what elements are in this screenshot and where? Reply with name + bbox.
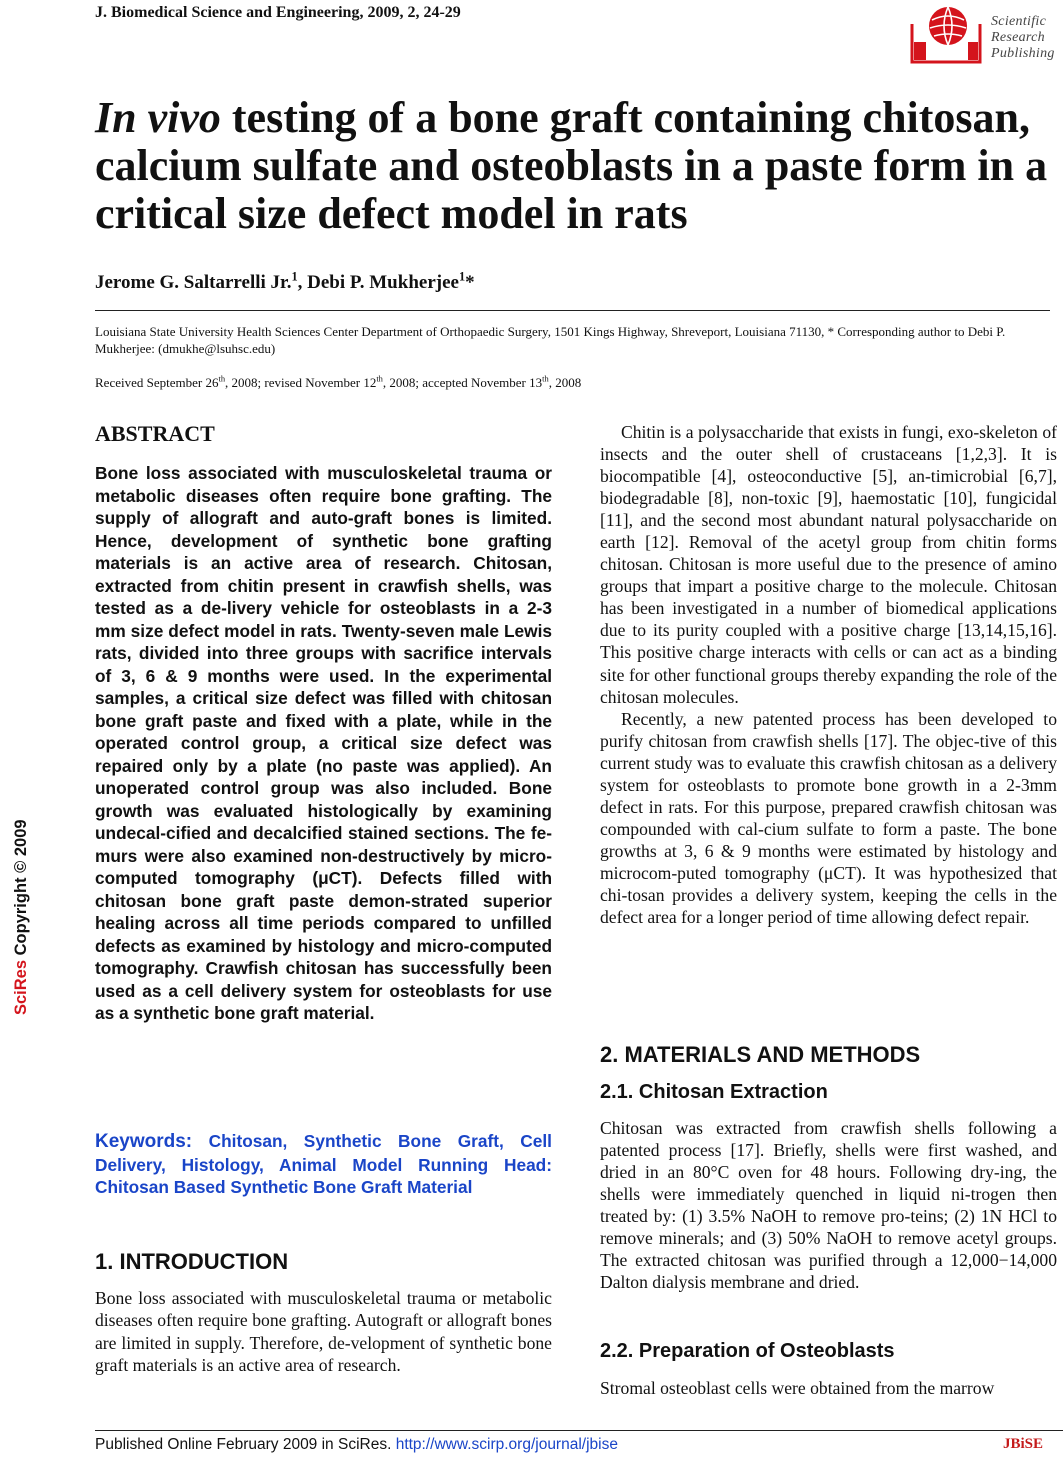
- footer-divider: [95, 1430, 1063, 1431]
- copyright-text: Copyright © 2009: [12, 819, 30, 960]
- publisher-line-2: Research: [991, 30, 1045, 45]
- author-1-affiliation: 1: [291, 269, 298, 284]
- introduction-heading: 1. INTRODUCTION: [95, 1249, 289, 1274]
- introduction-continued: [600, 421, 1057, 928]
- methods-heading: 2. MATERIALS AND METHODS: [600, 1042, 921, 1067]
- publisher-line-3: Publishing: [991, 46, 1055, 61]
- revised-date: , 2008; revised November 12: [225, 375, 377, 390]
- sciRes-brand: SciRes: [12, 959, 30, 1015]
- publisher-line-1: Scientific: [991, 14, 1047, 29]
- year-suffix: , 2008: [548, 375, 582, 390]
- ordinal-suffix: th: [542, 373, 549, 384]
- journal-reference: J. Biomedical Science and Engineering, 2009, 2, 24-29: [95, 4, 461, 21]
- introduction-body: Bone loss associated with musculoskeletal trauma or metabolic diseases often require bone grafting. Autograft or allograft bones are limited in supply. Therefore, de-velopment of synthetic bone graft materials is an active area of research.: [95, 1288, 552, 1375]
- keywords: [95, 1130, 552, 1199]
- footer-text: Published Online February 2009 in SciRes.: [95, 1436, 396, 1453]
- ordinal-suffix: th: [376, 373, 383, 384]
- keywords-label: Keywords:: [95, 1131, 193, 1152]
- received-dates: [95, 375, 995, 391]
- keywords-text: Chitosan, Synthetic Bone Graft, Cell Delivery, Histology, Animal Model Running Head: Chitosan Based Synthetic Bone Graft Material: [95, 1131, 552, 1197]
- paper-title: [95, 94, 1055, 238]
- affiliation: Louisiana State University Health Sciences Center Department of Orthopaedic Surgery, 1501 Kings Highway, Shreveport, Louisiana 71130, * Corresponding author to Debi P. Mukherjee: (dmukhe@lsuhsc.edu): [95, 324, 1006, 356]
- journal-link[interactable]: http://www.scirp.org/journal/jbise: [395, 1436, 618, 1453]
- footer-publication-note: [95, 1436, 618, 1454]
- globe-logo-icon: [908, 2, 984, 64]
- author-1: Jerome G. Saltarrelli Jr.: [95, 272, 292, 293]
- abstract-heading: ABSTRACT: [95, 421, 215, 446]
- footer-journal-abbrev: JBiSE: [1003, 1436, 1044, 1452]
- title-text: testing of a bone graft containing chitosan, calcium sulfate and osteoblasts in a paste form in a critical size defect model in rats: [95, 93, 1048, 238]
- section-heading-osteoblasts: 2.2. Preparation of Osteoblasts: [600, 1340, 895, 1362]
- ordinal-suffix: th: [218, 373, 226, 384]
- author-separator: ,: [297, 272, 308, 293]
- author-2: Debi P. Mukherjee: [307, 272, 459, 293]
- received-date: Received September 26: [95, 375, 219, 390]
- section-heading-chitosan-extraction: 2.1. Chitosan Extraction: [600, 1081, 828, 1103]
- divider: [95, 310, 1050, 311]
- section-body-chitosan-extraction: Chitosan was extracted from crawfish shells following a patented process [17]. Briefly, shells were first washed, and dried in an 80°C oven for 48 hours. Following dry-ing, the shells were immediately quenched in liquid ni-trogen then treated by: (1) 3.5% NaOH to remove pro-teins; (2) 1N HCl to remove minerals; and (3) 50% NaOH to remove acetyl groups. The extracted chitosan was purified through a 12,000−14,000 Dalton dialysis membrane and dried.: [600, 1118, 1057, 1293]
- section-body-osteoblasts: Stromal osteoblast cells were obtained from the marrow: [600, 1378, 995, 1398]
- abstract-body: Bone loss associated with musculoskeletal trauma or metabolic diseases often require bone grafting. The supply of allograft and auto-graft bones is limited. Hence, development of synthetic bone grafting materials is an active area of research. Chitosan, extracted from chitin present in crawfish shells, was tested as a de-livery vehicle for osteoblasts in a 2-3 mm size defect model in rats. Twenty-seven male Lewis rats, divided into three groups with sacrifice intervals of 3, 6 & 9 months were used. In the experimental samples, a critical size defect was filled with chitosan bone graft paste and fixed with a plate, while in the operated control group, a critical size defect was repaired only by a plate (no paste was applied). An unoperated control group was also included. Bone growth was evaluated histologically by examining undecal-cified and decalcified stained sections. The fe-murs were also examined non-destructively by micro-computed tomography (μCT). Defects filled with chitosan bone graft paste demon-strated superior healing across all time periods compared to unfilled defects as examined by histology and micro-computed tomography. Crawfish chitosan has successfully been used as a cell delivery system for osteoblasts for use as a synthetic bone graft material.: [95, 463, 552, 1023]
- author-list: [95, 269, 475, 294]
- author-2-affiliation: 1: [458, 269, 466, 284]
- paragraph: Recently, a new patented process has been developed to purify chitosan from crawfish shells [17]. The objec-tive of this current study was to evaluate this crawfish chitosan as a delivery system for osteoblasts to promote bone growth in a 2-3mm defect in rats. For this purpose, prepared crawfish chitosan was compounded with cal-cium sulfate to form a paste. The bone growths at 3, 6 & 9 months were estimated by histology and microcom-puted tomography (μCT). It was hypothesized that chi-tosan provides a delivery system, keeping the cells in the defect area for a longer period of time allowing defect repair.: [600, 708, 1057, 928]
- corresponding-star: *: [465, 272, 475, 293]
- publisher-name: [991, 14, 1055, 62]
- title-italic: In vivo: [95, 93, 221, 142]
- paragraph: Chitin is a polysaccharide that exists in fungi, exo-skeleton of insects and the outer shell of crustaceans [1,2,3]. It is biocompatible [4], osteoconductive [5], an-timicrobial [6,7], biodegradable [8], non-toxic [9], haemostatic [10], fungicidal [11], and the second most abundant natural polysaccharide on earth [12]. Removal of the acetyl group from chitin forms chitosan. Chitosan is more useful due to the presence of amino groups that impart a positive charge to the molecule. Chitosan has been investigated in a number of biomedical applications due to its purity coupled with a positive charge [13,14,15,16]. This positive charge interacts with cells or can act as a binding site for other functional groups thereby expanding the role of the chitosan molecules.: [600, 422, 1057, 707]
- accepted-date: , 2008; accepted November 13: [382, 375, 543, 390]
- publisher-logo: [905, 0, 1063, 66]
- copyright-sidebar: [12, 819, 31, 1015]
